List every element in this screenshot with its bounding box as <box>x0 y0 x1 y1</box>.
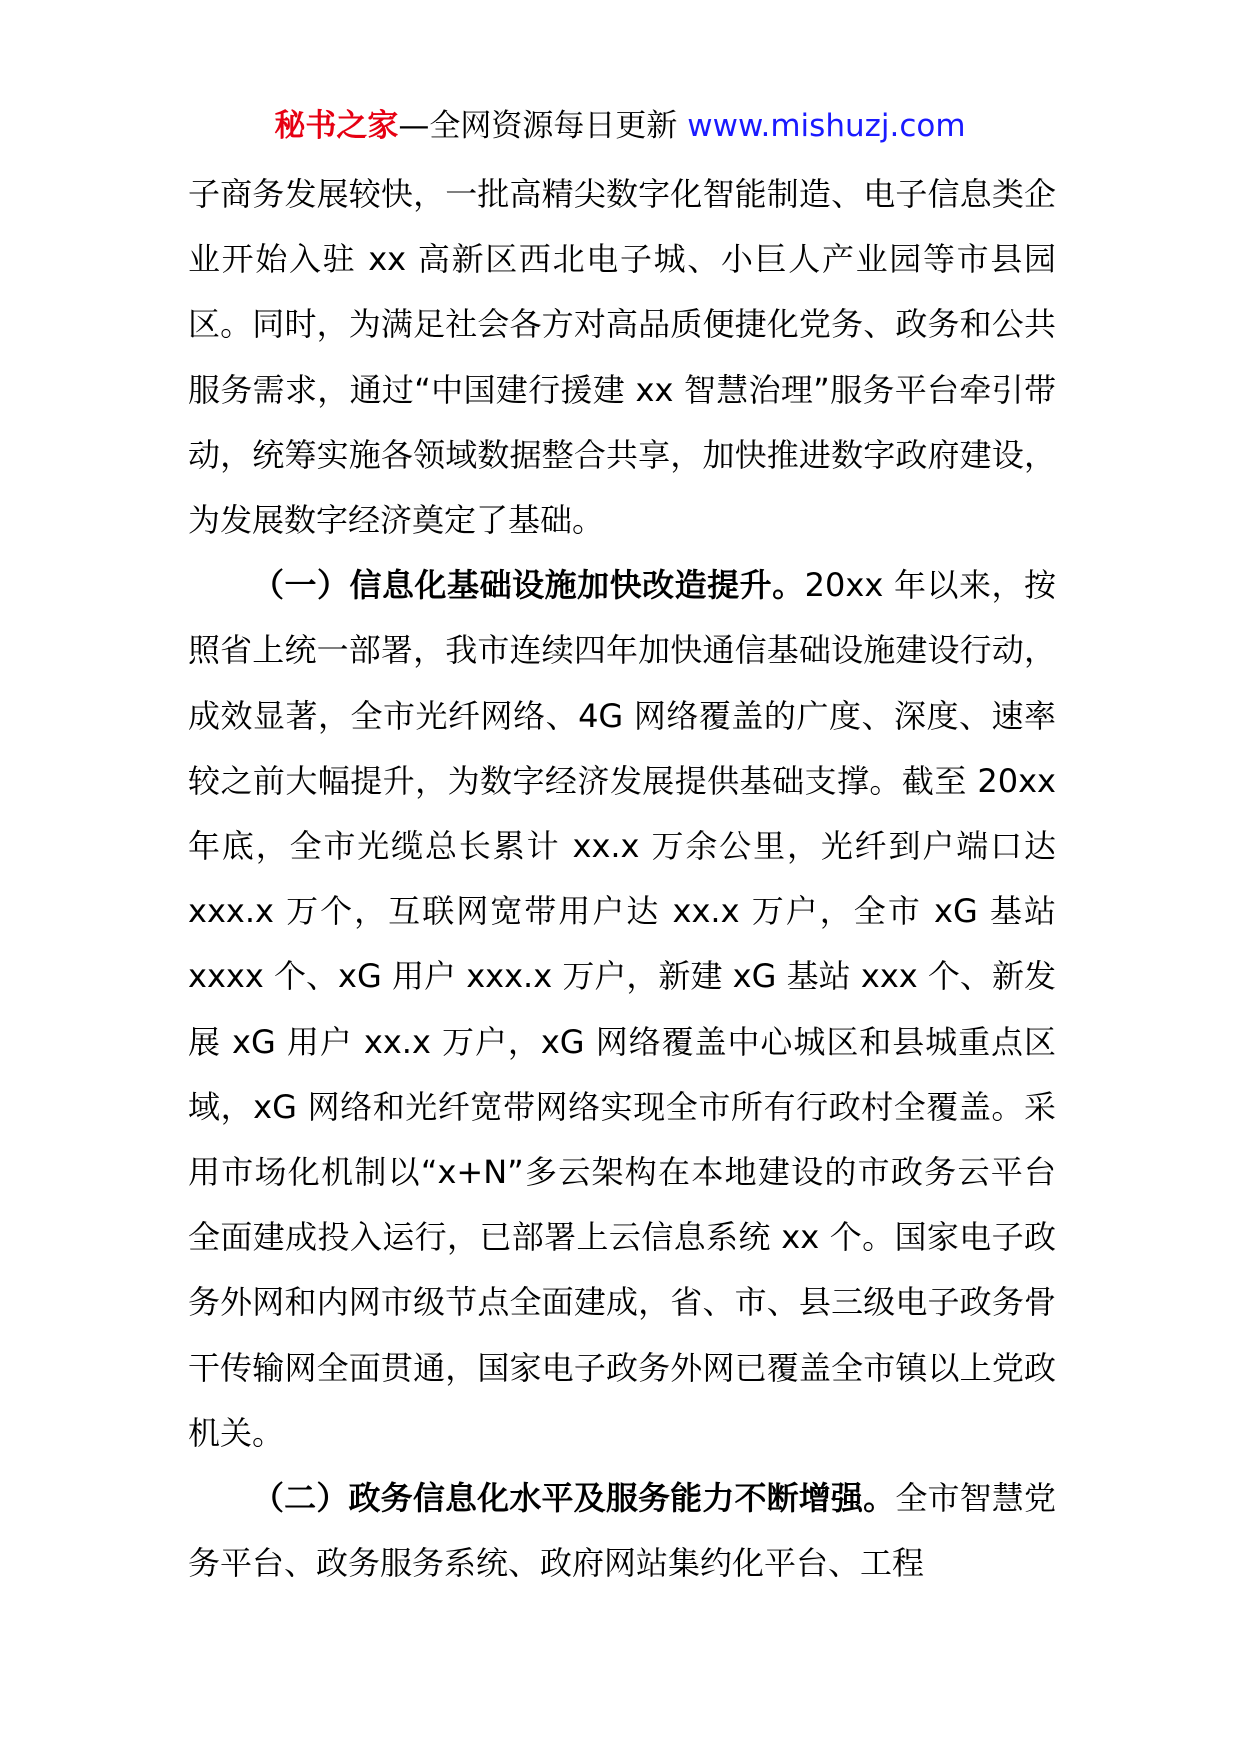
brand-name: 秘书之家 <box>274 108 399 144</box>
section-heading-2: （二）政务信息化水平及服务能力不断增强。 <box>252 1479 896 1518</box>
paragraph-2 <box>188 553 1056 1466</box>
section-heading-1: （一）信息化基础设施加快改造提升。 <box>252 566 805 605</box>
paragraph-1: 子商务发展较快，一批高精尖数字化智能制造、电子信息类企业开始入驻 xx 高新区西北电子城、小巨人产业园等市县园区。同时，为满足社会各方对高品质便捷化党务、政务和公共服务需求，通过“中国建行援建 xx 智慧治理”服务平台牵引带动，统筹实施各领域数据整合共享，加快推进数字政府建设，为发展数字经济奠定了基础。 <box>188 175 1056 540</box>
paragraph-2-text: 20xx 年以来，按照省上统一部署，我市连续四年加快通信基础设施建设行动，成效显著，全市光纤网络、4G 网络覆盖的广度、深度、速率较之前大幅提升，为数字经济发展提供基础支撑。截至 20xx 年底，全市光缆总长累计 xx.x 万余公里，光纤到户端口达 xxx.x 万个，互联网宽带用户达 xx.x 万户，全市 xG 基站 xxxx 个、xG 用户 xxx.x 万户，新建 xG 基站 xxx 个、新发展 xG 用户 xx.x 万户，xG 网络覆盖中心城区和县城重点区域，xG 网络和光纤宽带网络实现全市所有行政村全覆盖。采用市场化机制以“x+N”多云架构在本地建设的市政务云平台全面建成投入运行，已部署上云信息系统 xx 个。国家电子政务外网和内网市级节点全面建成，省、市、县三级电子政务骨干传输网全面贯通，国家电子政务外网已覆盖全市镇以上党政机关。 <box>188 566 1056 1452</box>
paragraph-3 <box>188 1466 1056 1596</box>
paragraph-3-text: 全市智慧党务平台、政务服务系统、政府网站集约化平台、工程 <box>188 1479 1056 1583</box>
document-body <box>188 162 1056 1596</box>
header-url-link[interactable]: www.mishuzj.com <box>687 108 966 144</box>
header-slogan: —全网资源每日更新 <box>398 108 688 144</box>
page-header <box>0 104 1240 148</box>
